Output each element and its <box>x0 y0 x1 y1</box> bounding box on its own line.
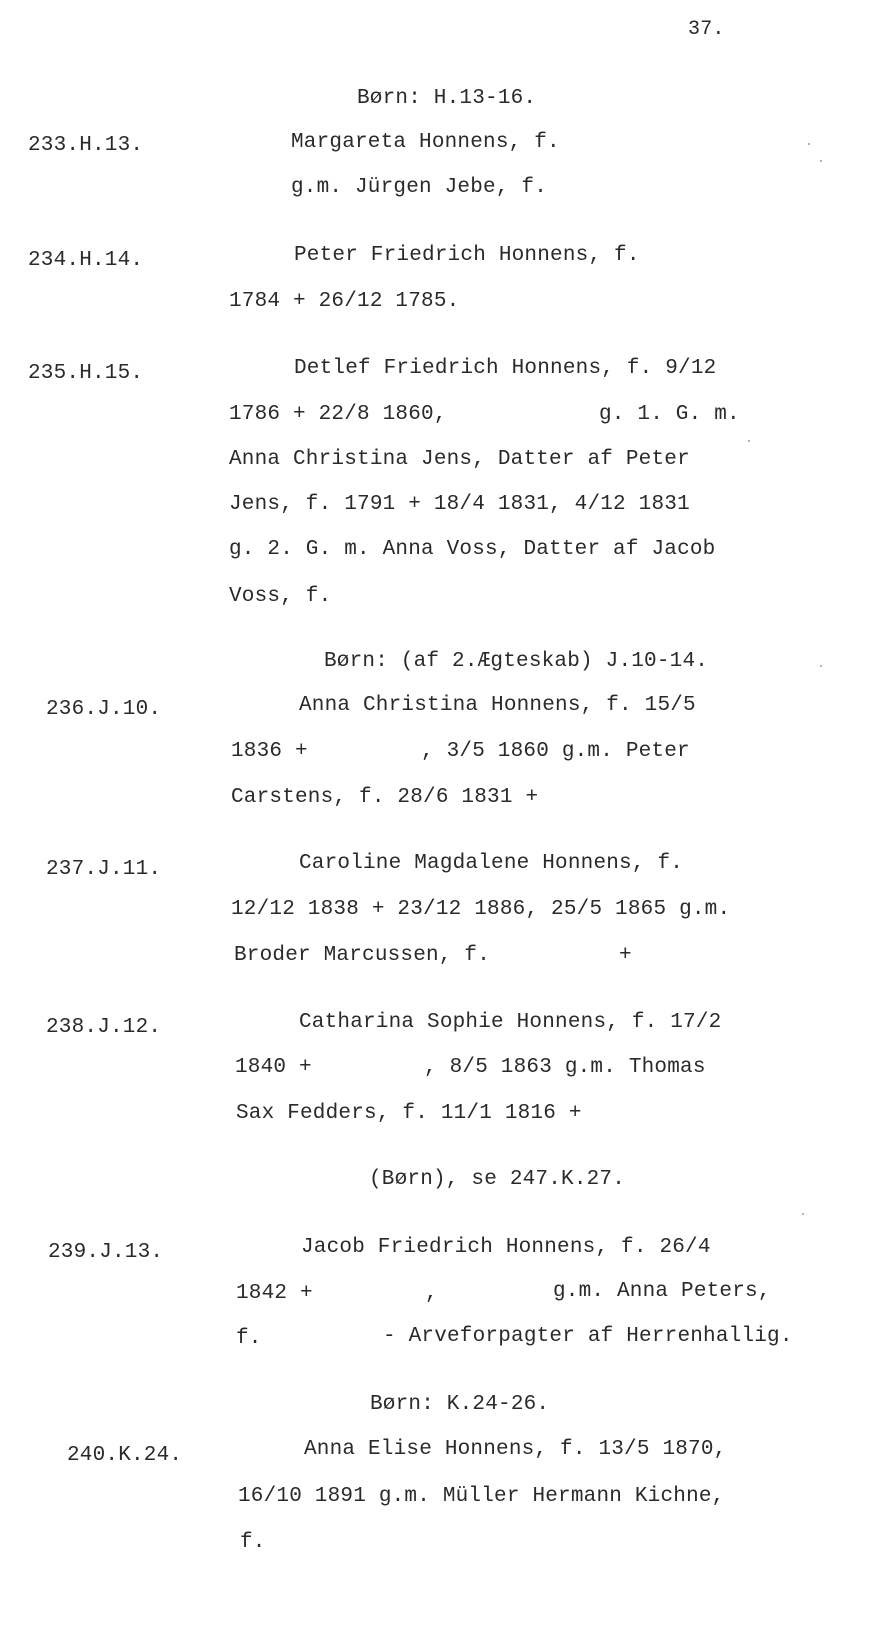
entry-number: 238.J.12. <box>46 1016 162 1039</box>
entry-line: Jacob Friedrich Honnens, f. 26/4 <box>301 1236 711 1259</box>
entry-number: 234.H.14. <box>28 249 144 272</box>
entry-line: g.m. Anna Peters, <box>553 1280 771 1303</box>
entry-line: g. 1. G. m. <box>599 403 740 426</box>
entry-line: f. <box>236 1327 262 1350</box>
entry-number: 236.J.10. <box>46 698 162 721</box>
entry-line: Anna Christina Honnens, f. 15/5 <box>299 694 696 717</box>
section-heading: Børn: H.13-16. <box>357 87 537 110</box>
entry-line: Sax Fedders, f. 11/1 1816 + <box>236 1102 582 1125</box>
entry-line: , 8/5 1863 g.m. Thomas <box>424 1056 706 1079</box>
entry-line: - Arveforpagter af Herrenhallig. <box>383 1325 793 1348</box>
entry-line: Jens, f. 1791 + 18/4 1831, 4/12 1831 <box>229 493 690 516</box>
entry-line: 1840 + <box>235 1056 312 1079</box>
entry-number: 237.J.11. <box>46 858 162 881</box>
entry-line: , <box>425 1282 438 1305</box>
entry-number: 239.J.13. <box>48 1241 164 1264</box>
entry-number: 240.K.24. <box>67 1444 183 1467</box>
entry-line: Broder Marcussen, f. <box>234 944 491 967</box>
entry-line: g.m. Jürgen Jebe, f. <box>291 176 548 199</box>
section-heading: Børn: (af 2.Ægteskab) J.10-14. <box>324 650 709 673</box>
entry-line: Voss, f. <box>229 585 332 608</box>
entry-number: 235.H.15. <box>28 362 144 385</box>
section-heading: (Børn), se 247.K.27. <box>369 1168 626 1191</box>
section-heading: Børn: K.24-26. <box>370 1393 550 1416</box>
entry-line: Catharina Sophie Honnens, f. 17/2 <box>299 1011 722 1034</box>
page-number: 37. <box>688 18 725 41</box>
entry-line: , 3/5 1860 g.m. Peter <box>421 740 690 763</box>
entry-line: 1836 + <box>231 740 308 763</box>
entry-line: 16/10 1891 g.m. Müller Hermann Kichne, <box>238 1485 725 1508</box>
entry-number: 233.H.13. <box>28 134 144 157</box>
entry-line: 1786 + 22/8 1860, <box>229 403 447 426</box>
entry-line: Anna Elise Honnens, f. 13/5 1870, <box>304 1438 727 1461</box>
entry-line: Peter Friedrich Honnens, f. <box>294 244 640 267</box>
entry-line: f. <box>240 1531 266 1554</box>
entry-line: Carstens, f. 28/6 1831 + <box>231 786 539 809</box>
entry-line: Margareta Honnens, f. <box>291 131 560 154</box>
entry-line: 12/12 1838 + 23/12 1886, 25/5 1865 g.m. <box>231 898 731 921</box>
entry-line: 1842 + <box>236 1282 313 1305</box>
entry-line: g. 2. G. m. Anna Voss, Datter af Jacob <box>229 538 716 561</box>
entry-line: Anna Christina Jens, Datter af Peter <box>229 448 690 471</box>
entry-line: + <box>619 944 632 967</box>
entry-line: Caroline Magdalene Honnens, f. <box>299 852 684 875</box>
entry-line: Detlef Friedrich Honnens, f. 9/12 <box>294 357 717 380</box>
entry-line: 1784 + 26/12 1785. <box>229 290 460 313</box>
